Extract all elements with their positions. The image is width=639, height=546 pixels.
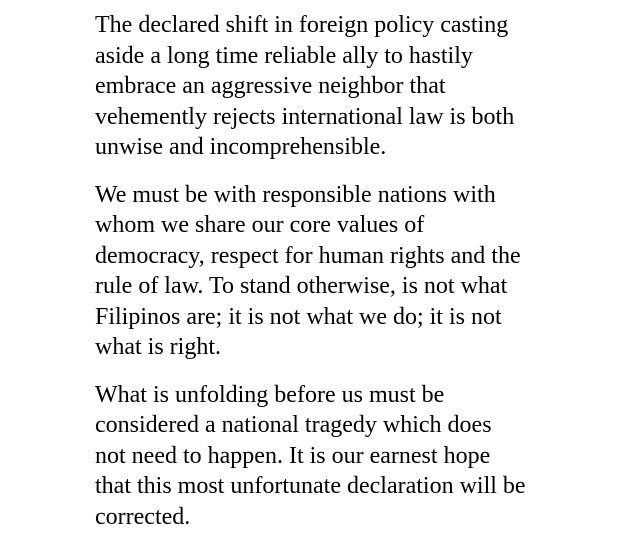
paragraph-line: The declared shift in foreign policy casting <box>95 12 509 38</box>
paragraph-line: considered a national tragedy which does <box>95 412 492 438</box>
paragraph-line: whom we share our core values of <box>95 212 425 238</box>
paragraph-line: democracy, respect for human rights and the <box>95 242 521 269</box>
paragraph-line: corrected. <box>95 503 191 530</box>
paragraph-line: rule of law. To stand otherwise, is not what <box>95 273 508 299</box>
paragraph-line: unwise and incomprehensible. <box>95 134 387 160</box>
paragraph-foreign-policy-shift <box>95 10 615 163</box>
paragraph-line: not need to happen. It is our earnest hope <box>95 442 491 469</box>
paragraph-national-tragedy <box>95 380 615 533</box>
paragraph-line: What is unfolding before us must be <box>95 381 445 408</box>
paragraph-line: that this most unfortunate declaration will be <box>95 473 526 499</box>
paragraph-line: vehemently rejects international law is both <box>95 103 515 130</box>
paragraph-core-values <box>95 180 615 363</box>
statement-document <box>95 10 615 532</box>
paragraph-line: what is right. <box>95 334 221 360</box>
paragraph-line: We must be with responsible nations with <box>95 181 496 208</box>
paragraph-line: embrace an aggressive neighbor that <box>95 73 446 99</box>
paragraph-line: Filipinos are; it is not what we do; it is not <box>95 303 502 330</box>
paragraph-line: aside a long time reliable ally to hastily <box>95 42 473 69</box>
